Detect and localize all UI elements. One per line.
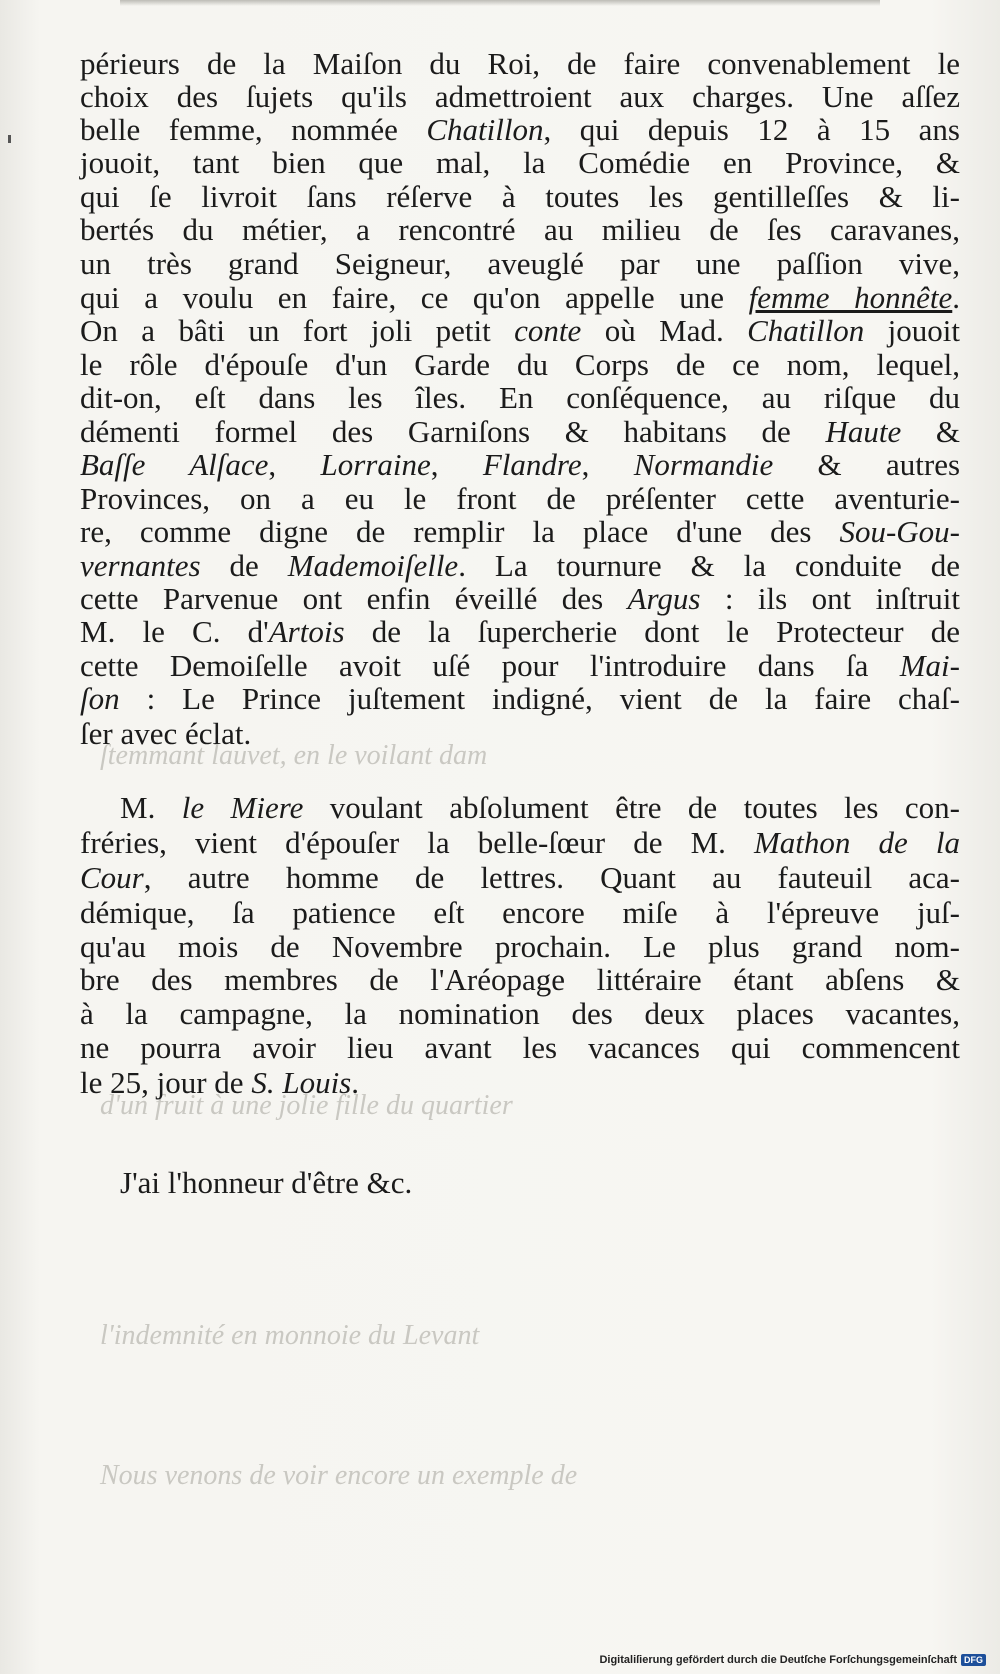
- text-line: jouoit, tant bien que mal, la Comédie en Province, &: [80, 145, 960, 180]
- text-line: un très grand Seigneur, aveuglé par une paſſion vive,: [80, 246, 960, 281]
- credit-text: Digitaliſierung gefördert durch die Deutſche Forſchungsgemeinſchaft: [599, 1654, 957, 1666]
- text-line: ſer avec éclat.: [80, 716, 252, 751]
- text-line: le rôle d'épouſe d'un Garde du Corps de ce nom, lequel,: [80, 347, 960, 382]
- bleed-through-text: ſtemmant lauvet, en le voilant dam: [100, 740, 488, 771]
- text-line: à la campagne, la nomination des deux places vacantes,: [80, 996, 960, 1031]
- text-line: re, comme digne de remplir la place d'une des Sou-Gou-: [80, 514, 960, 549]
- dfg-logo: DFG: [961, 1654, 986, 1666]
- bleed-through-text: l'indemnité en monnoie du Levant: [100, 1320, 480, 1351]
- page-top-edge: [120, 0, 880, 6]
- text-line: Cour, autre homme de lettres. Quant au fauteuil aca-: [80, 860, 960, 895]
- text-line: J'ai l'honneur d'être &c.: [120, 1165, 413, 1200]
- text-line: M. le C. d'Artois de la ſupercherie dont le Protecteur de: [80, 614, 960, 649]
- text-line: qu'au mois de Novembre prochain. Le plus grand nom-: [80, 929, 960, 964]
- text-line: cette Parvenue ont enfin éveillé des Argus : ils ont inſtruit: [80, 581, 961, 616]
- text-line: ne pourra avoir lieu avant les vacances qui commencent: [80, 1030, 960, 1065]
- digitization-credit: [599, 1654, 986, 1666]
- text-line: vernantes de Mademoiſelle. La tournure & la conduite de: [80, 548, 961, 583]
- text-line: le 25, jour de S. Louis.: [80, 1065, 359, 1100]
- text-line: choix des ſujets qu'ils admettroient aux charges. Une aſſez: [80, 79, 960, 114]
- text-line: Baſſe Alſace, Lorraine, Flandre, Normandie & autres: [80, 447, 961, 482]
- text-line: On a bâti un fort joli petit conte où Mad. Chatillon jouoit: [80, 313, 960, 348]
- bleed-through-text: Nous venons de voir encore un exemple de: [100, 1460, 578, 1491]
- text-line: belle femme, nommée Chatillon, qui depuis 12 à 15 ans: [80, 112, 960, 147]
- text-line: fréries, vient d'épouſer la belle-ſœur de M. Mathon de la: [80, 825, 960, 860]
- text-line: qui ſe livroit ſans réſerve à toutes les gentilleſſes & li-: [80, 179, 960, 214]
- text-line: ſon : Le Prince juſtement indigné, vient de la faire chaſ-: [80, 681, 960, 716]
- text-line: démenti formel des Garniſons & habitans de Haute &: [80, 414, 960, 449]
- margin-mark: [8, 135, 11, 143]
- bleed-through-text: d'un fruit à une jolie fille du quartier: [100, 1090, 513, 1121]
- text-line: Provinces, on a eu le front de préſenter cette aventurie-: [80, 481, 960, 516]
- text-line: bre des membres de l'Aréopage littéraire étant abſens &: [80, 962, 960, 997]
- text-line: démique, ſa patience eſt encore miſe à l'épreuve juſ-: [80, 895, 960, 930]
- text-line: bertés du métier, a rencontré au milieu de ſes caravanes,: [80, 212, 960, 247]
- text-line: qui a voulu en faire, ce qu'on appelle une femme honnête.: [80, 280, 961, 315]
- text-line: périeurs de la Maiſon du Roi, de faire convenablement le: [80, 46, 960, 81]
- text-line: cette Demoiſelle avoit uſé pour l'introduire dans ſa Mai-: [80, 648, 960, 683]
- text-line: dit-on, eſt dans les îles. En conſéquence, au riſque du: [80, 380, 960, 415]
- text-line: M. le Miere voulant abſolument être de toutes les con-: [120, 790, 960, 825]
